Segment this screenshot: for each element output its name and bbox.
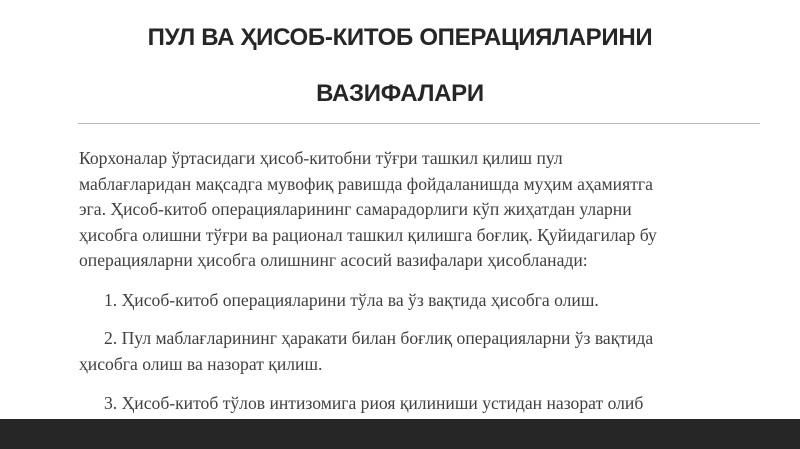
paragraph-line-1: Корхоналар ўртасидаги ҳисоб-китобни тўғри ташкил қилиш пул: [79, 148, 563, 168]
bottom-bar: [0, 419, 800, 449]
paragraph-line-3: эга. Ҳисоб-китоб операцияларининг самарадорлиги кўп жиҳатдан уларни: [79, 199, 632, 219]
paragraph-line-2: маблағларидан мақсадга мувофиқ равишда фойдаланишда муҳим аҳамиятга: [79, 173, 653, 194]
list-item-2-line-1: 2. Пул маблағларининг ҳаракати билан боғлиқ операцияларни ўз вақтида: [104, 328, 654, 348]
title-divider: [78, 123, 760, 124]
title-line-1: ПУЛ ВА ҲИСОБ-КИТОБ ОПЕРАЦИЯЛАРИНИ: [147, 24, 653, 51]
title-line-2: ВАЗИФАЛАРИ: [316, 80, 484, 107]
paragraph-line-4: ҳисобга олишни тўғри ва рационал ташкил қилишга боғлиқ. Қуйидагилар бу: [79, 224, 657, 245]
paragraph-line-5: операцияларни ҳисобга олишнинг асосий вазифалари ҳисобланади:: [79, 250, 588, 270]
list-item-2-line-2: ҳисобга олиш ва назорат қилиш.: [79, 354, 323, 374]
list-item-3-line-1: 3. Ҳисоб-китоб тўлов интизомига риоя қилиниши устидан назорат олиб: [104, 393, 644, 413]
list-item-1: 1. Ҳисоб-китоб операцияларини тўла ва ўз вақтида ҳисобга олиш.: [104, 290, 599, 310]
